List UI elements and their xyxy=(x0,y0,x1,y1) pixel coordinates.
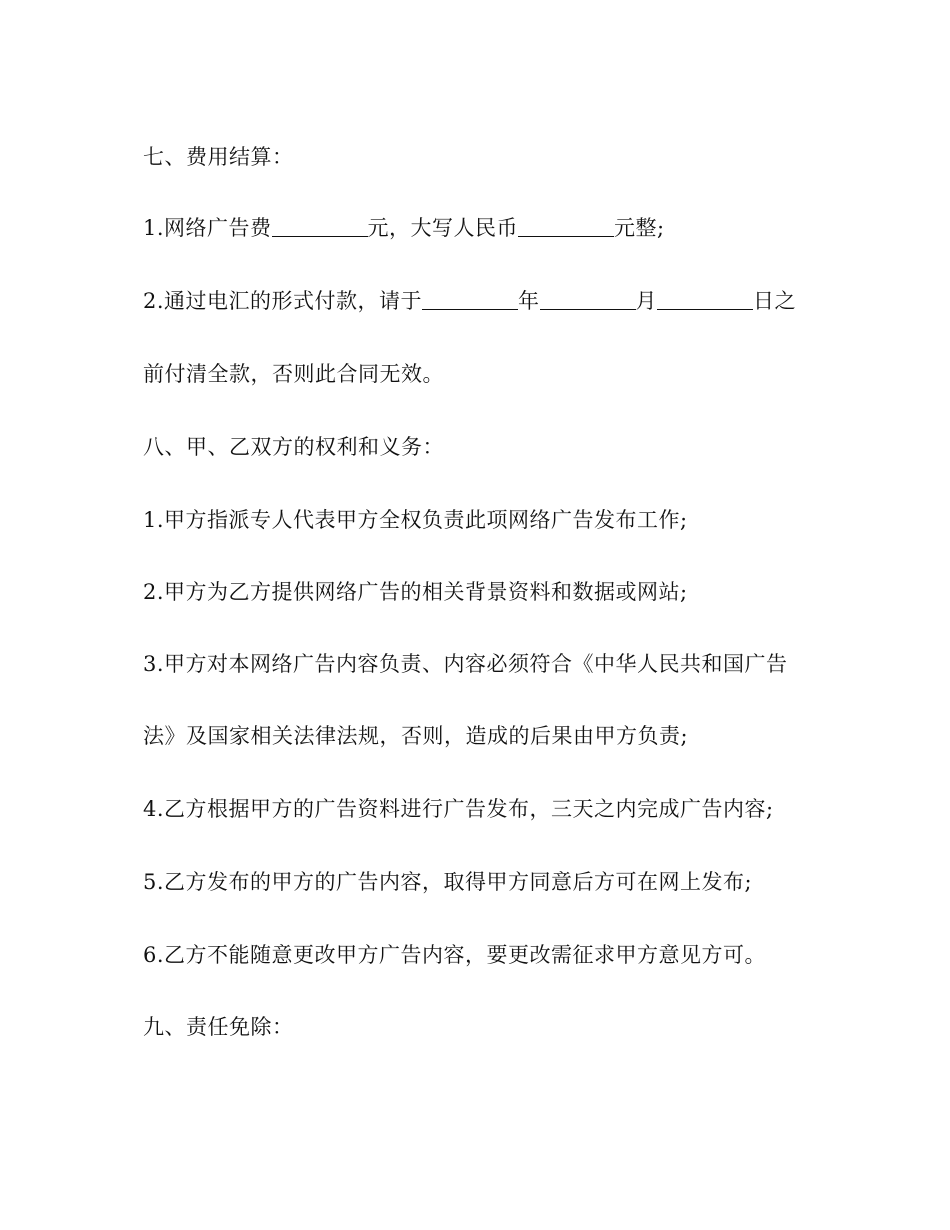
section-8-item-4 xyxy=(143,794,774,824)
section-7-item-2 xyxy=(143,286,796,316)
section-8-item-3-text-line-2: 法》及国家相关法律法规，否则，造成的后果由甲方负责; xyxy=(143,724,689,748)
item-2-text-d: 日之 xyxy=(753,289,797,313)
year-blank xyxy=(422,287,518,310)
section-8-item-2-text: 2.甲方为乙方提供网络广告的相关背景资料和数据或网站; xyxy=(143,580,688,604)
section-7-heading-text: 七、费用结算： xyxy=(143,145,294,169)
section-8-item-1 xyxy=(143,505,688,535)
amount-in-words-blank xyxy=(518,214,614,237)
section-9-heading xyxy=(143,1012,294,1042)
section-7-item-1 xyxy=(143,213,665,243)
section-8-item-5 xyxy=(143,867,752,897)
section-8-item-6-text: 6.乙方不能随意更改甲方广告内容，要更改需征求甲方意见方可。 xyxy=(143,943,767,967)
section-8-item-6 xyxy=(143,940,766,970)
section-8-item-4-text: 4.乙方根据甲方的广告资料进行广告发布，三天之内完成广告内容; xyxy=(143,797,774,821)
item-1-text-c: 元整; xyxy=(614,216,665,240)
item-2-text-b: 年 xyxy=(518,289,540,313)
section-8-item-1-text: 1.甲方指派专人代表甲方全权负责此项网络广告发布工作; xyxy=(143,508,688,532)
section-7-item-2-continued xyxy=(143,359,444,389)
item-2-text-c: 月 xyxy=(635,289,658,313)
month-blank xyxy=(540,287,636,310)
section-8-heading-text: 八、甲、乙双方的权利和义务： xyxy=(143,435,444,459)
item-2-continuation-text: 前付清全款，否则此合同无效。 xyxy=(143,362,444,386)
amount-blank xyxy=(272,214,368,237)
day-blank xyxy=(657,287,753,310)
section-8-item-3 xyxy=(143,649,788,679)
section-8-item-2 xyxy=(143,577,688,607)
section-8-heading xyxy=(143,432,444,462)
section-8-item-3-text-line-1: 3.甲方对本网络广告内容负责、内容必须符合《中华人民共和国广告 xyxy=(143,652,788,676)
section-8-item-5-text: 5.乙方发布的甲方的广告内容，取得甲方同意后方可在网上发布; xyxy=(143,870,753,894)
item-1-text-b: 元，大写人民币 xyxy=(367,216,519,240)
item-2-text-a: 2.通过电汇的形式付款，请于 xyxy=(143,289,423,313)
section-8-item-3-continued xyxy=(143,721,688,751)
item-1-text-a: 1.网络广告费 xyxy=(143,216,272,240)
section-9-heading-text: 九、责任免除： xyxy=(143,1015,294,1039)
section-7-heading xyxy=(143,142,294,172)
